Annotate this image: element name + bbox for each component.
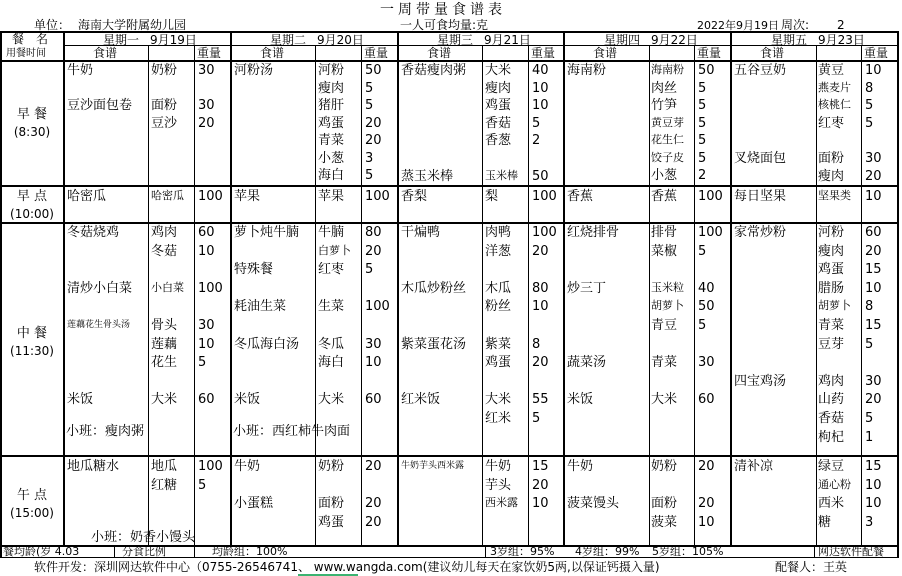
- breakfast-mon-weight-2: 20: [198, 116, 215, 131]
- breakfast-thu-weight-0: 50: [698, 63, 715, 78]
- col-recipe-wed: 食谱: [427, 46, 452, 60]
- breakfast-wed-dish-0: 香菇瘦肉粥: [401, 63, 467, 78]
- snack_am-wed-weight: 100: [532, 189, 557, 204]
- lunch-fri-weight-10: 1: [865, 429, 874, 445]
- col-recipe-fri: 食谱: [760, 46, 785, 60]
- lunch-fri-weight-4: 8: [865, 299, 874, 315]
- lunch-tue-weight-2: 5: [365, 262, 374, 278]
- meal-time-breakfast: (8:30): [13, 125, 51, 139]
- lunch-tue-dish-6: 米饭: [234, 392, 261, 408]
- lunch-wed-ingredient-6: 大米: [485, 392, 512, 408]
- meal-time-morning-snack: (10:00): [10, 207, 54, 221]
- breakfast-wed-ingredient-1: 瘦肉: [485, 81, 512, 96]
- lunch-fri-weight-6: 5: [865, 336, 874, 352]
- breakfast-fri-dish-0: 五谷豆奶: [734, 63, 787, 78]
- breakfast-tue-ingredient-6: 海白: [318, 168, 345, 183]
- snack_pm-fri-weight-0: 15: [865, 459, 882, 474]
- snack_am-mon-dish: 哈密瓜: [67, 189, 107, 204]
- lunch-wed-dish-6: 红米饭: [401, 392, 441, 408]
- breakfast-fri-ingredient-4: 面粉: [818, 151, 845, 166]
- lunch-fri-ingredient-1: 瘦肉: [818, 243, 845, 259]
- lunch-tue-weight-4: 30: [365, 336, 382, 352]
- snack_pm-fri-weight-3: 3: [865, 514, 874, 530]
- day-date-tue: 9月20日: [317, 33, 364, 47]
- lunch-fri-ingredient-5: 青菜: [818, 318, 845, 333]
- meal-name-lunch: 中 餐: [16, 326, 48, 341]
- unit-name: 海南大学附属幼儿园: [78, 18, 187, 32]
- meal-name-breakfast: 早 餐: [16, 107, 48, 122]
- breakfast-tue-ingredient-5: 小葱: [318, 150, 345, 166]
- lunch-fri-weight-0: 60: [865, 225, 882, 240]
- page-title: 一周带量食谱表: [380, 2, 506, 18]
- lunch-mon-weight-4: 10: [198, 336, 215, 352]
- breakfast-tue-weight-6: 5: [365, 168, 374, 183]
- day-name-fri: 星期五: [771, 33, 808, 47]
- lunch-mon-ingredient-6: 大米: [151, 392, 178, 408]
- breakfast-mon-ingredient-0: 奶粉: [151, 63, 178, 78]
- snack_am-tue-weight: 100: [365, 189, 390, 204]
- breakfast-fri-weight-3: 5: [865, 116, 874, 131]
- breakfast-fri-dish-4: 叉烧面包: [734, 151, 787, 166]
- snack_pm-wed-weight-0: 15: [532, 459, 549, 474]
- lunch-mon-weight-5: 5: [198, 355, 207, 371]
- breakfast-tue-weight-1: 5: [365, 80, 374, 96]
- breakfast-mon-weight-1: 30: [198, 98, 215, 113]
- footer-avg-group: 均龄组：100%: [212, 545, 288, 558]
- breakfast-tue-weight-4: 20: [365, 133, 382, 148]
- lunch-mon-dish-6: 米饭: [67, 392, 94, 408]
- lunch-wed-weight-0: 100: [532, 225, 557, 240]
- lunch-thu-weight-5: 30: [698, 355, 715, 371]
- lunch-mon-weight-6: 60: [198, 392, 215, 408]
- lunch-tue-dish-2: 特殊餐: [234, 262, 274, 278]
- lunch-thu-dish-0: 红烧排骨: [567, 225, 620, 240]
- day-name-mon: 星期一: [103, 33, 140, 47]
- breakfast-mon-weight-0: 30: [198, 63, 215, 78]
- snack_am-fri-ingredient: 坚果类: [818, 189, 851, 202]
- snack_pm-fri-ingredient-0: 绿豆: [818, 459, 845, 474]
- lunch-mon-ingredient-5: 花生: [151, 355, 178, 371]
- lunch-tue-weight-0: 80: [365, 225, 382, 240]
- breakfast-tue-dish-0: 河粉汤: [234, 63, 274, 78]
- lunch-fri-ingredient-2: 鸡蛋: [818, 262, 845, 278]
- snack_am-wed-ingredient: 梨: [485, 189, 499, 204]
- lunch-mon-dish-2: 清炒小白菜: [67, 280, 133, 296]
- lunch-thu-dish-6: 米饭: [567, 392, 594, 408]
- lunch-note-tue: 小班：西红柿牛肉面: [233, 424, 351, 439]
- lunch-fri-dish-0: 家常炒粉: [734, 225, 787, 240]
- breakfast-thu-weight-2: 5: [698, 98, 707, 113]
- lunch-mon-ingredient-2: 小白菜: [151, 280, 184, 294]
- day-date-thu: 9月22日: [651, 33, 698, 47]
- snack_pm-tue-ingredient-2: 鸡蛋: [318, 514, 345, 530]
- breakfast-thu-weight-1: 5: [698, 80, 707, 96]
- snack_pm-tue-weight-1: 20: [365, 496, 382, 511]
- breakfast-wed-ingredient-4: 香葱: [485, 133, 512, 148]
- breakfast-tue-weight-3: 20: [365, 115, 382, 131]
- col-recipe-mon: 食谱: [93, 46, 118, 60]
- lunch-fri-ingredient-7: 鸡肉: [818, 373, 845, 389]
- lunch-mon-dish-3: 莲藕花生骨头汤: [67, 320, 131, 330]
- lunch-tue-dish-0: 萝卜炖牛腩: [234, 225, 300, 240]
- lunch-fri-ingredient-9: 香菇: [818, 411, 845, 426]
- lunch-wed-dish-4: 紫菜蛋花汤: [401, 336, 467, 352]
- lunch-wed-weight-3: 10: [532, 299, 549, 315]
- lunch-tue-dish-3: 耗油生菜: [234, 299, 287, 315]
- breakfast-fri-ingredient-0: 黄豆: [818, 63, 845, 78]
- snack_pm-fri-ingredient-2: 西米: [818, 496, 845, 511]
- breakfast-thu-weight-6: 2: [698, 168, 707, 183]
- snack_am-fri-weight: 10: [865, 189, 882, 204]
- col-weight-wed: 重量: [531, 46, 556, 60]
- header-date: 2022年9月19日: [697, 19, 779, 32]
- col-weight-tue: 重量: [364, 46, 389, 60]
- lunch-thu-dish-2: 炒三丁: [567, 280, 607, 296]
- lunch-mon-ingredient-1: 冬菇: [151, 243, 178, 259]
- breakfast-wed-weight-0: 40: [532, 63, 549, 78]
- breakfast-wed-weight-1: 10: [532, 81, 549, 96]
- snack_pm-thu-dish-0: 牛奶: [567, 459, 594, 474]
- lunch-thu-weight-0: 100: [698, 225, 723, 240]
- footer-caterer: 配餐人：王英: [775, 560, 848, 574]
- breakfast-thu-weight-3: 5: [698, 115, 707, 131]
- corner-meal-time: 用餐时间: [6, 48, 46, 59]
- breakfast-tue-ingredient-1: 瘦肉: [318, 80, 345, 96]
- lunch-thu-dish-5: 蔬菜汤: [567, 355, 607, 371]
- breakfast-tue-weight-5: 3: [365, 150, 374, 166]
- lunch-fri-ingredient-8: 山药: [818, 392, 845, 408]
- breakfast-tue-weight-2: 5: [365, 98, 374, 113]
- lunch-thu-weight-1: 5: [698, 243, 707, 259]
- snack_pm-mon-ingredient-0: 地瓜: [151, 459, 178, 474]
- afternoon-note-mon: 小班：奶香小馒头: [91, 530, 196, 545]
- snack_pm-tue-dish-0: 牛奶: [234, 459, 261, 474]
- snack_pm-thu-weight-0: 20: [698, 459, 715, 474]
- breakfast-thu-dish-0: 海南粉: [567, 63, 607, 78]
- lunch-mon-weight-0: 60: [198, 225, 215, 240]
- snack_am-mon-weight: 100: [198, 189, 223, 204]
- lunch-fri-ingredient-10: 枸杞: [818, 429, 845, 445]
- day-name-wed: 星期三: [437, 33, 474, 47]
- lunch-tue-ingredient-4: 冬瓜: [318, 336, 345, 352]
- breakfast-fri-weight-5: 20: [865, 169, 882, 184]
- lunch-thu-ingredient-2: 玉米粒: [651, 280, 684, 294]
- lunch-mon-dish-0: 冬菇烧鸡: [67, 225, 120, 240]
- lunch-thu-weight-4: 5: [698, 318, 707, 333]
- breakfast-wed-ingredient-2: 鸡蛋: [485, 98, 512, 113]
- snack_pm-tue-ingredient-0: 奶粉: [318, 459, 345, 474]
- lunch-mon-weight-2: 100: [198, 280, 223, 296]
- lunch-fri-ingredient-6: 豆芽: [818, 336, 845, 352]
- breakfast-mon-dish-1: 豆沙面包卷: [67, 98, 133, 113]
- lunch-wed-weight-5: 20: [532, 355, 549, 371]
- breakfast-tue-ingredient-0: 河粉: [318, 63, 345, 78]
- lunch-wed-ingredient-4: 紫菜: [485, 336, 512, 352]
- breakfast-fri-weight-0: 10: [865, 63, 882, 78]
- snack_pm-tue-weight-0: 20: [365, 459, 382, 474]
- col-recipe-tue: 食谱: [260, 46, 285, 60]
- snack_pm-thu-weight-2: 10: [698, 514, 715, 530]
- lunch-wed-weight-6: 55: [532, 392, 549, 408]
- meal-name-morning-snack: 早 点: [16, 189, 48, 204]
- lunch-tue-ingredient-0: 牛腩: [318, 225, 345, 240]
- snack_pm-thu-ingredient-0: 奶粉: [651, 459, 678, 474]
- lunch-thu-ingredient-1: 菜椒: [651, 243, 678, 259]
- snack_pm-mon-dish-0: 地瓜糖水: [67, 459, 120, 474]
- lunch-wed-weight-4: 8: [532, 336, 541, 352]
- snack_pm-mon-weight-1: 5: [198, 477, 207, 493]
- meal-time-lunch: (11:30): [10, 344, 54, 358]
- lunch-thu-ingredient-4: 青豆: [651, 318, 678, 333]
- meal-time-afternoon-snack: (15:00): [10, 506, 54, 520]
- breakfast-wed-weight-5: 50: [532, 169, 549, 184]
- meal-name-afternoon-snack: 午 点: [16, 488, 48, 503]
- snack_am-tue-dish: 苹果: [234, 189, 261, 204]
- breakfast-thu-weight-5: 5: [698, 150, 707, 166]
- breakfast-wed-ingredient-5: 玉米棒: [485, 169, 518, 182]
- col-weight-thu: 重量: [697, 46, 722, 60]
- breakfast-wed-weight-4: 2: [532, 133, 541, 148]
- snack_am-thu-weight: 100: [698, 189, 723, 204]
- lunch-mon-weight-1: 10: [198, 243, 215, 259]
- breakfast-thu-ingredient-3: 黄豆芽: [651, 115, 684, 129]
- lunch-mon-ingredient-3: 骨头: [151, 318, 178, 333]
- snack_pm-fri-weight-2: 10: [865, 496, 882, 511]
- lunch-thu-weight-3: 50: [698, 299, 715, 315]
- week-label: 周次:: [781, 18, 810, 32]
- lunch-mon-ingredient-4: 莲藕: [151, 336, 178, 352]
- lunch-wed-ingredient-0: 肉鸭: [485, 225, 512, 240]
- lunch-tue-weight-3: 100: [365, 299, 390, 315]
- lunch-fri-weight-5: 15: [865, 318, 882, 333]
- week-number: 2: [837, 18, 845, 32]
- lunch-tue-weight-6: 60: [365, 392, 382, 408]
- breakfast-thu-ingredient-4: 花生仁: [651, 133, 684, 146]
- lunch-wed-ingredient-5: 鸡蛋: [485, 355, 512, 371]
- snack_am-thu-dish: 香蕉: [567, 189, 594, 204]
- lunch-wed-weight-7: 5: [532, 411, 541, 426]
- breakfast-fri-ingredient-2: 核桃仁: [818, 98, 851, 111]
- snack_pm-fri-ingredient-1: 通心粉: [818, 477, 851, 491]
- lunch-wed-weight-1: 20: [532, 243, 549, 259]
- snack_pm-fri-ingredient-3: 糖: [818, 514, 832, 530]
- breakfast-wed-weight-3: 5: [532, 116, 541, 131]
- breakfast-fri-ingredient-1: 燕麦片: [818, 81, 851, 94]
- breakfast-tue-weight-0: 50: [365, 63, 382, 78]
- breakfast-wed-dish-5: 蒸玉米棒: [401, 169, 454, 184]
- lunch-wed-weight-2: 80: [532, 280, 549, 296]
- lunch-fri-weight-9: 5: [865, 411, 874, 426]
- lunch-fri-weight-2: 15: [865, 262, 882, 278]
- breakfast-tue-ingredient-2: 猪肝: [318, 98, 345, 113]
- snack_am-mon-ingredient: 哈密瓜: [151, 189, 184, 202]
- breakfast-fri-ingredient-3: 红枣: [818, 116, 845, 131]
- breakfast-thu-ingredient-6: 小葱: [651, 168, 678, 183]
- snack_pm-tue-ingredient-1: 面粉: [318, 496, 345, 511]
- lunch-wed-dish-2: 木瓜炒粉丝: [401, 280, 467, 296]
- day-date-mon: 9月19日: [150, 33, 197, 47]
- lunch-wed-ingredient-2: 木瓜: [485, 280, 512, 296]
- snack_pm-wed-ingredient-0: 牛奶: [485, 459, 512, 474]
- lunch-thu-weight-2: 40: [698, 280, 715, 296]
- snack_pm-wed-weight-1: 20: [532, 477, 549, 493]
- breakfast-wed-weight-2: 10: [532, 98, 549, 113]
- breakfast-fri-weight-2: 5: [865, 98, 874, 113]
- lunch-fri-dish-7: 四宝鸡汤: [734, 373, 787, 389]
- day-date-wed: 9月21日: [484, 33, 531, 47]
- snack_pm-mon-ingredient-1: 红糖: [151, 477, 178, 493]
- snack_pm-fri-weight-1: 10: [865, 477, 882, 493]
- snack_pm-thu-ingredient-1: 面粉: [651, 496, 678, 511]
- breakfast-thu-ingredient-1: 肉丝: [651, 80, 678, 96]
- snack_pm-thu-weight-1: 20: [698, 496, 715, 511]
- lunch-thu-ingredient-0: 排骨: [651, 225, 678, 240]
- breakfast-thu-weight-4: 5: [698, 133, 707, 148]
- per-person-note: 一人可食均量:克: [400, 18, 489, 32]
- col-weight-fri: 重量: [864, 46, 889, 60]
- snack_pm-wed-weight-2: 10: [532, 496, 549, 511]
- lunch-fri-weight-3: 10: [865, 280, 882, 296]
- lunch-mon-ingredient-0: 鸡肉: [151, 225, 178, 240]
- snack_pm-tue-dish-1: 小蛋糕: [234, 496, 274, 511]
- snack_pm-thu-ingredient-2: 菠菜: [651, 514, 678, 530]
- breakfast-mon-dish-0: 牛奶: [67, 63, 94, 78]
- lunch-thu-ingredient-6: 大米: [651, 392, 678, 408]
- snack_am-thu-ingredient: 香蕉: [651, 189, 678, 204]
- lunch-tue-ingredient-2: 红枣: [318, 262, 345, 278]
- snack_pm-wed-ingredient-1: 芋头: [485, 477, 512, 493]
- day-name-thu: 星期四: [604, 33, 641, 47]
- col-recipe-thu: 食谱: [593, 46, 618, 60]
- lunch-mon-weight-3: 30: [198, 318, 215, 333]
- lunch-thu-ingredient-5: 青菜: [651, 355, 678, 371]
- breakfast-mon-ingredient-1: 面粉: [151, 98, 178, 113]
- lunch-fri-ingredient-3: 腊肠: [818, 280, 845, 296]
- snack_am-fri-dish: 每日坚果: [734, 189, 787, 204]
- snack_am-wed-dish: 香梨: [401, 189, 428, 204]
- lunch-fri-ingredient-4: 胡萝卜: [818, 299, 851, 313]
- lunch-wed-ingredient-3: 粉丝: [485, 299, 512, 315]
- breakfast-fri-weight-1: 8: [865, 81, 874, 96]
- footer-software: 软件开发：深圳网达软件中心（0755-26546741、 www.wangda.com(建议幼儿每天在家饮奶5两,以保证钙摄入量): [34, 560, 660, 574]
- lunch-wed-ingredient-7: 红米: [485, 411, 512, 426]
- breakfast-tue-ingredient-4: 青菜: [318, 133, 345, 148]
- lunch-note-mon: 小班：瘦肉粥: [66, 424, 145, 439]
- col-weight-mon: 重量: [197, 46, 222, 60]
- lunch-tue-ingredient-5: 海白: [318, 355, 345, 371]
- breakfast-mon-ingredient-2: 豆沙: [151, 116, 178, 131]
- footer-age5: 5岁组：105%: [652, 545, 724, 558]
- snack_pm-mon-weight-0: 100: [198, 459, 223, 474]
- snack_am-tue-ingredient: 苹果: [318, 189, 345, 204]
- lunch-thu-ingredient-3: 胡萝卜: [651, 299, 684, 313]
- snack_pm-tue-weight-2: 20: [365, 514, 382, 530]
- footer-brand: 网达软件配餐: [818, 545, 884, 558]
- lunch-fri-weight-1: 20: [865, 243, 882, 259]
- snack_pm-thu-dish-1: 菠菜馒头: [567, 496, 620, 511]
- lunch-tue-weight-5: 10: [365, 355, 382, 371]
- lunch-wed-ingredient-1: 洋葱: [485, 243, 512, 259]
- breakfast-thu-ingredient-0: 海南粉: [651, 63, 684, 76]
- breakfast-fri-weight-4: 30: [865, 151, 882, 166]
- day-date-fri: 9月23日: [818, 33, 865, 47]
- footer-age4: 4岁组：99%: [575, 545, 640, 558]
- lunch-fri-weight-8: 20: [865, 392, 882, 408]
- breakfast-thu-ingredient-2: 竹笋: [651, 98, 678, 113]
- lunch-tue-ingredient-1: 白萝卜: [318, 243, 351, 257]
- snack_pm-fri-dish-0: 清补凉: [734, 459, 774, 474]
- footer-group: 分食比例: [122, 545, 166, 558]
- lunch-thu-weight-6: 60: [698, 392, 715, 408]
- footer-age-ratio: 餐均龄(岁 4.03: [3, 545, 80, 558]
- lunch-fri-ingredient-0: 河粉: [818, 225, 845, 240]
- day-name-tue: 星期二: [270, 33, 307, 47]
- breakfast-wed-ingredient-0: 大米: [485, 63, 512, 78]
- lunch-tue-dish-4: 冬瓜海白汤: [234, 336, 300, 352]
- corner-meal-name: 餐 名: [12, 32, 49, 46]
- lunch-wed-dish-0: 干煸鸭: [401, 225, 441, 240]
- lunch-tue-weight-1: 20: [365, 243, 382, 259]
- breakfast-tue-ingredient-3: 鸡蛋: [318, 115, 345, 131]
- footer-age3: 3岁组：95%: [490, 545, 555, 558]
- breakfast-fri-ingredient-5: 瘦肉: [818, 169, 845, 184]
- breakfast-thu-ingredient-5: 饺子皮: [651, 150, 684, 164]
- unit-label: 单位：: [34, 18, 71, 32]
- snack_pm-wed-ingredient-2: 西米露: [485, 496, 518, 509]
- lunch-tue-ingredient-6: 大米: [318, 392, 345, 408]
- breakfast-wed-ingredient-3: 香菇: [485, 116, 512, 131]
- lunch-fri-weight-7: 30: [865, 373, 882, 389]
- snack_pm-wed-dish-0: 牛奶芋头西米露: [401, 461, 465, 471]
- lunch-tue-ingredient-3: 生菜: [318, 299, 345, 315]
